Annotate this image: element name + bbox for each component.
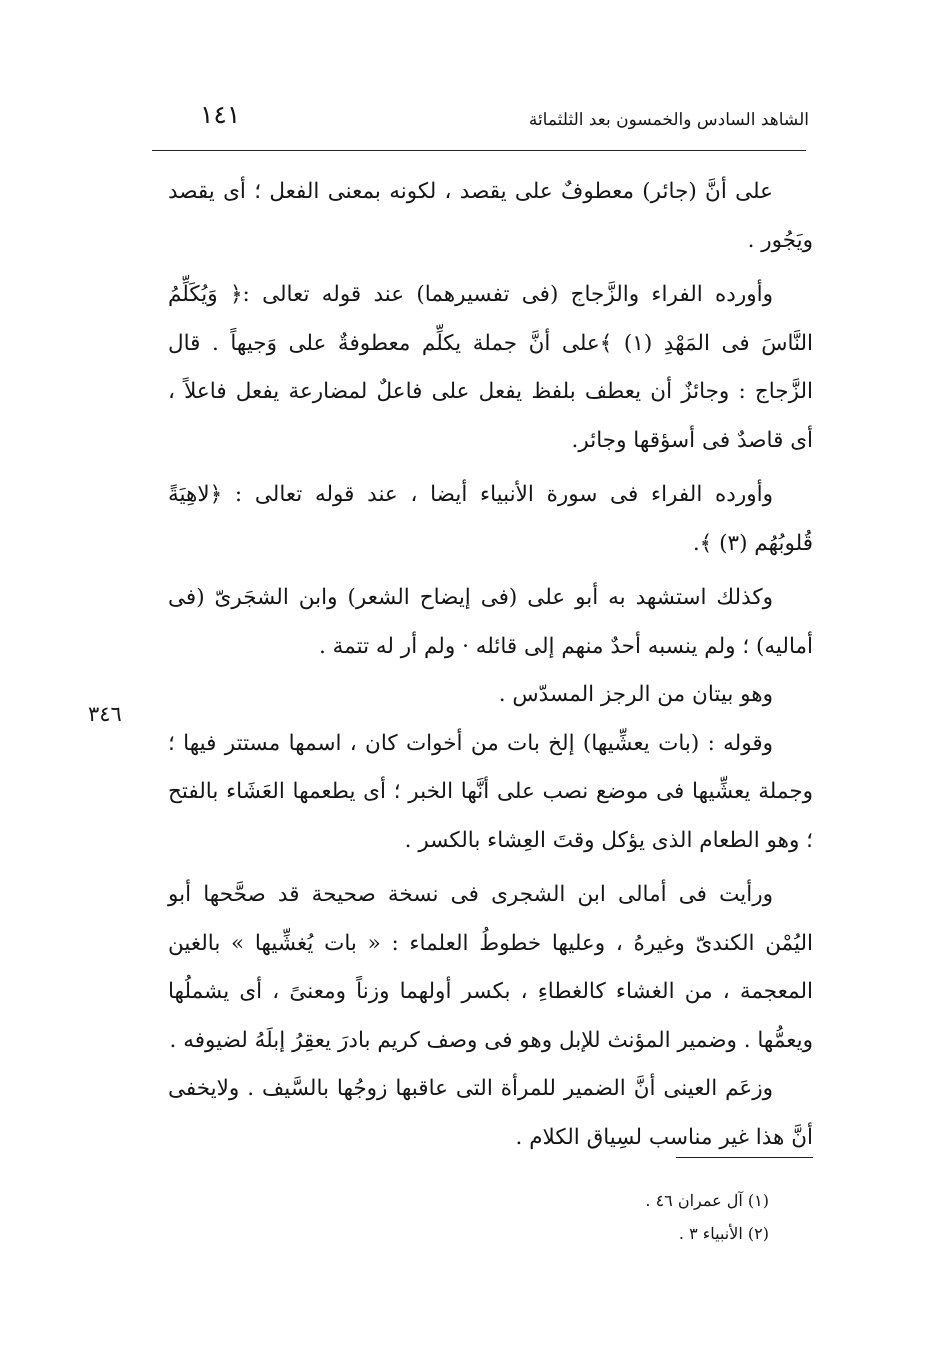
page-number: ١٤١ bbox=[200, 100, 241, 129]
paragraph: وهو بيتان من الرجز المسدّس . bbox=[498, 682, 773, 707]
paragraph: وزعَم العينى أنَّ الضمير للمرأة التى عاقبها زوجُها بالسَّيف . ولايخفى أنَّ هذا غير مناسب لسِياق الكلام . bbox=[168, 1076, 813, 1150]
paragraph: وكذلك استشهد به أبو على (فى إيضاح الشعر) وابن الشجَرىّ (فى أماليه) ؛ ولم ينسبه أحدٌ منهم إلى قائله · ولم أر له تتمة . bbox=[168, 585, 813, 659]
running-header-title: الشاهد السادس والخمسون بعد الثلثمائة bbox=[528, 110, 809, 130]
paragraph: وأورده الفراء فى سورة الأنبياء أيضا ، عند قوله تعالى : ﴿لاهِيَةً قُلوبُهُم (٣) ﴾. bbox=[168, 482, 813, 556]
main-text bbox=[168, 168, 813, 1162]
paragraph: وأورده الفراء والزَّجاج (فى تفسيرهما) عند قوله تعالى :﴿ وَيُكَلِّمُ النَّاسَ فى المَهْدِ (١) ﴾على أنَّ جملة يكلِّم معطوفةٌ على وَجيهاً . قال الزَّجاج : وجائزٌ أن يعطف بلفظ يفعل على فاعلٌ لمضارعة يفعل فاعلاً ، أى قاصدٌ فى أسؤقها وجائر. bbox=[168, 282, 814, 453]
footnotes bbox=[645, 1184, 769, 1250]
paragraph: وقوله : (بات يعشِّيها) إلخ بات من أخوات كان ، اسمها مستتر فيها ؛ وجملة يعشِّيها فى موضع نصب على أنَّها الخبر ؛ أى يطعمها العَشَاء بالفتح ؛ وهو الطعام الذى يؤكل وقتَ العِشاء بالكسر . bbox=[168, 730, 813, 853]
paragraph: على أنَّ (جائر) معطوفٌ على يقصد ، لكونه بمعنى الفعل ؛ أى يقصد ويَجُور . bbox=[168, 179, 813, 253]
header-divider bbox=[152, 150, 806, 151]
footnote-divider bbox=[676, 1157, 813, 1158]
footnote: (٢) الأنبياء ٣ . bbox=[678, 1224, 769, 1243]
footnote: (١) آل عمران ٤٦ . bbox=[645, 1191, 769, 1210]
margin-reference-number: ٣٤٦ bbox=[88, 702, 122, 726]
paragraph: ورأيت فى أمالى ابن الشجرى فى نسخة صحيحة قد صحَّحها أبو اليُمْن الكندىّ وغيرهُ ، وعليها خطوطُ العلماء : « بات يُغشِّيها » بالغين المعجمة ، من الغشاء كالغطاءِ ، بكسر أولهما وزناً ومعنىً ، أى يشملُها ويعمُّها . وضمير المؤنث للإبل وهو فى وصف كريم بادرَ يعقِرُ إبلَهُ لضيوفه . bbox=[168, 882, 813, 1053]
